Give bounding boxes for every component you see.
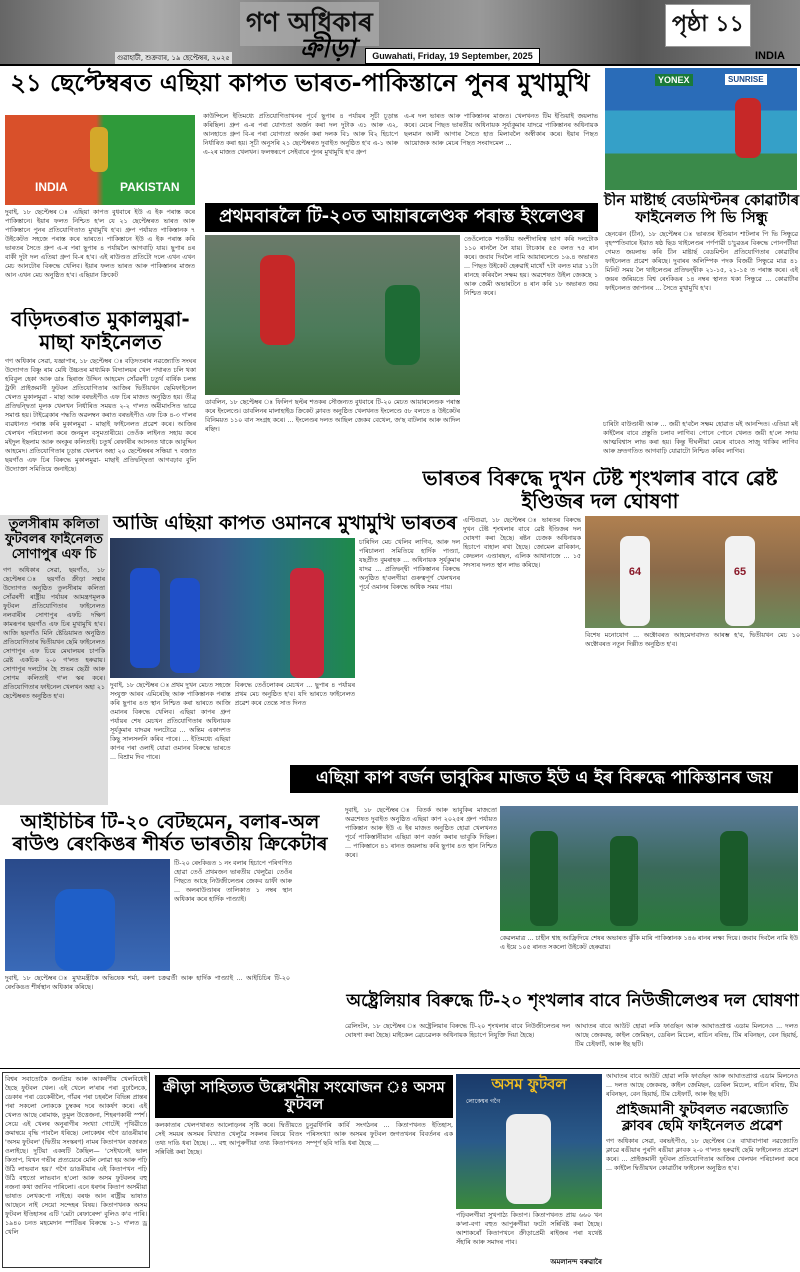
westindies-article [400,467,800,762]
westindies-body-col2: বিশেষ মনোযোগ ... অক্টোবৰত আহমেদাবাদত আৰম্ভ হ'ব, দ্বিতীয়খন মেচ ১০ অক্টোবৰত নতুন দিল্লীত অনুষ্ঠিত হ'ব। [585,632,800,648]
player-shape [735,98,761,158]
tulsiram-body: গণ অধিকাৰ সেৱা, ছয়গাঁও, ১৮ ছেপ্টেম্বৰ ঃ ছয়গাঁও ক্ৰীড়া সন্থাৰ উদ্যোগত অনুষ্ঠিত তুলসীৰাম কলিতা সোঁৱৰণী ৰাষ্ট্ৰীয় পৰ্যায়ৰ আমন্ত্ৰণমূলক ফুটবল প্ৰতিযোগিতাৰ ফাইনেলত নলবাৰীৰ সোণাপুৰ এফচি দক্ষিণ কামৰূপৰ ছয়গাঁও এফ চিৰ মুখামুখি হ'ব। আজি ছয়গাঁও মিনি ষ্টেডিয়ামত অনুষ্ঠিত প্ৰতিযোগিতাৰ দ্বিতীয়খন ছেমি ফাইনেলত সোণাপুৰ এফ চিয়ে মেঘালয়ৰ চাপকি ৱেষ্ট একচিক ২-০ গ'লত হৰুৱায়। সোণাপুৰ দলটোৰ হৈ শুভম ছেত্ৰী আৰু সোণম কলিতাই গ'ল স্কৰ কৰে। প্ৰতিযোগিতাৰ ফাইনেল খেলখন অহা ২১ ছেপ্টেম্বৰত অনুষ্ঠিত হ'ব। [3,566,105,700]
photo-text: YONEX [655,74,693,86]
prizemoney-article [604,1072,800,1270]
lead-body-col3: এ-ৰ দল ভাৰত আৰু পাকিস্তানৰ মাজত। খেলখনত টিম ইণ্ডিয়াই জয়লাভ কৰে। মেচৰ পিছত ভাৰতীয় অধিনায়ক সূৰ্য্যকুমাৰ যাদৱে পাকিস্তানৰ অধিনায়ক ছলমান আলী আগাৰ সৈতে হাত মিলাবলৈ অস্বীকাৰ কৰে। ইয়াৰ পিছত আয়োজক আৰু মেচৰ পিছত সংবাদমেল ... [404,113,598,147]
ireland-body: ডাবলিন, ১৮ ছেপ্টেম্বৰ ঃ ফিলিপ ছল্টৰ শতকৰ সৌজন্যত বুধবাৰে টি-২০ মেচত আয়াৰলেণ্ডক পৰাস্ত কৰে ইংলেণ্ডে। ডাবলিনৰ মালাহাইড ক্ৰিকেট ক্লাবত অনুষ্ঠিত খেলখনত ইংলেণ্ডে ৫৮ বলতে ৪ উইকেটৰ বিনিময়ত ১১০ বান সংগ্ৰহ কৰে। ... ইংলেণ্ডৰ দলত আছিল জেকব বেথেল, জ'ছ বাটলাৰ আৰু আদিল ৰছিদ। [205,398,460,433]
assam-football-row [155,1121,453,1269]
lead-body-col2: কাউন্সিলে ইতিমধ্যে প্ৰতিযোগিতাখনৰ পূৰ্বে ছুপাৰ ৪ পৰ্যায়ৰ সূচী চূড়ান্ত কৰিছিল। গ্ৰুপ এ-ৰ পৰা যোগ্যতা অৰ্জন কৰা দল দুটাক এ১ আৰু এ২, আনহাতে গ্ৰুপ বি-ৰ পৰা যোগ্যতা অৰ্জন কৰা দলক বি১ আৰু বি২ হিচাপে নিৰ্ধাৰিত কৰা হয়। সূচী অনুসৰি ২১ ছেপ্টেম্বৰত দুবাইত অনুষ্ঠিত হ'ব এ-১ আৰু এ-২ৰ মাজত খেলখন। ফলস্বৰূপে সেইবাৰে পুনৰ মুখামুখি হ'ব গ্ৰুপ [203,113,398,156]
pakistan-uae-body: দুবাই, ১৮ ছেপ্টেম্বৰ ঃ বিতৰ্ক আৰু ভাবুকিৰ মাজতো অৱশেষত দুবাইত অনুষ্ঠিত এছিয়া কাপ ২০২৫ৰ গ্ৰুপ পৰ্যায়ত পাকিস্তান আৰু ইউ এ ইৰ মাজত অনুষ্ঠিত হোৱা খেলখনত পূৰ্বে পাকিস্তানীয়ান এছিয়া কাপ বৰ্জন কৰাৰ ভাবুকি দিছিল। ... পাকিস্তানে ৪১ ৰানত জয়লাভ কৰি ছুপাৰ ৪ত স্থান নিশ্চিত কৰে। [345,807,497,859]
rankings-body: দুবাই, ১৮ ছেপ্টেম্বৰ ঃ মুখ্যমন্ত্ৰীকৈ অভিষেক শৰ্মা, বৰুণ চক্ৰৱৰ্তী আৰু হাৰ্দিক পাণ্ড্যাই ... আইচিচিৰ টি-২০ ৰেংকিঙত শীৰ্ষস্থান অধিকাৰ কৰিছে। [5,974,290,991]
ireland-body-col2: তেওঁলোকে শতকীয় অংশীদাৰিত্ব ভাগ কৰি দলটোক ১১০ ৰানলৈ লৈ যায়। টাচকাৰ ৫৫ বলত ৭৫ ৰান কৰে। জবাব দিবলৈ নামি আয়াৰলেণ্ডে ১৬.৪ অভাৰত ... পিছত উইকেট হেৰুৱাই মাথোঁ ৭টা বলত মাত্ৰ ১১টা ৰানহে কৰিবলৈ সক্ষম হয়। অৱশেষত উইল জেকছে ১ আৰু জেমী অভাৰটনে ৪ ৰান কৰি ১৮ অভাৰত জয় নিশ্চিত কৰে। [464,235,598,297]
assam-football-headline: ক্ৰীড়া সাহিত্যত উল্লেখনীয় সংযোজন ঃ অসম ফুটবল [155,1075,453,1118]
player-shape [720,831,748,926]
assam-football-body-col2: কলকাতাৰ খেলপথাৰত আলোড়নৰ সৃষ্টি কৰে। দ্বিতীয়তে সেই সময়ৰ অসমৰ বিখ্যাত খেলুৱৈ সকলৰ বিষয়ে বিতং তথ্য দাঙি ধৰা হৈছে। ... বহু আপুৰুগীয়া তথ্য কিতাপখনত সন্নিবিষ্ট কৰা হৈছে। [155,1121,302,1156]
prizemoney-headline: প্ৰাইজমানী ফুটবলত নৱজ্যোতি ক্লাবৰ ছেমি ফাইনেলত প্ৰৱেশ [615,1102,789,1135]
poster-author: লোকেশ্বৰ গগৈ [466,1098,501,1105]
prizemoney-body: গণ অধিকাৰ সেৱা, বৰভইপীও, ১৮ ছেপ্টেম্বৰ ঃ বাখাবাপাৰা নৱজ্যোতি ক্লাৱে ৰঙীয়াৰ পুৰণি ৰঙীয়া ক্লাবক ২-০ গ'লত হৰুৱাই ছেমি ফাইনেলত প্ৰৱেশ কৰে। ... প্ৰাইজমানী ফুটবল প্ৰতিযোগিতাৰ আজিৰ খেলখন পৰিচালনা কৰে ... কাইলৈ দ্বিতীয়খন কোৱাৰ্টাৰ ফাইনেল অনুষ্ঠিত হ'ব। [606,1138,798,1173]
player-shape [290,568,324,678]
westindies-row [463,516,800,762]
fans-photo [5,115,195,205]
photo-text: SUNRISE [725,74,767,85]
date-english: Guwahati, Friday, 19 September, 2025 [365,48,540,64]
westindies-headline: ভাৰতৰ বিৰুদ্ধে দুখন টেষ্ট শৃংখলাৰ বাবে ৱেষ্ট ইণ্ডিজৰ দল ঘোষণা [422,467,778,513]
mukalmua-article [3,308,198,510]
player-shape [530,831,558,926]
tulsiram-box [0,515,108,805]
book-caption: পঢ়িবলগীয়া সুখপাঠ্য কিতাপ। কিতাপখনত প্ৰায় ৬৬০ খন ক'লা-বগা বহুত আপুৰুগীয়া ফটো সন্নিবিষ্ট কৰা হৈছে। আশাকৰোঁ কিতাপখনে ক্ৰীড়াপ্ৰেমী ৰাইজৰ পৰা যথেষ্ট সঁহাৰি আৰু সমাদৰ পাব। [456,1212,602,1246]
oman-body: দুবাই, ১৮ ছেপ্টেম্বৰ ঃ প্ৰথম দুখন মেচত সহজে সংযুক্ত আৰব এমিৰেটছ আৰু পাকিস্তানক পৰাস্ত কৰি ছুপাৰ ৪ত স্থান নিশ্চিত কৰা ভাৰতে আজি ওমানৰ বিৰুদ্ধে খেলিব। এছিয়া কাপৰ গ্ৰুপ পৰ্যায়ৰ শেষ মেচখন প্ৰতিযোগিতাৰ অধিনায়ক সূৰ্যকুমাৰ যাদৱৰ দলটোৱে ... অন্তিম একাদশত কিছু সালসলনি কৰিব পাৰে। ... ইতিমধ্যে এছিয়া কাপৰ পৰা ওলাই যোৱা ওমানৰ বিৰুদ্ধে ভাৰতে ... বিশ্ৰাম দিব পাৰে। [110,681,231,761]
oman-left [110,538,355,763]
sindhu-headline: চীন মাষ্টাৰ্ছ বেডমিণ্টনৰ কোৱাৰ্টাৰ ফাইনেলত পি ভি সিন্ধু [603,192,800,227]
mukalmua-headline: বড়িদতৰাত মুকালমুৱা-মাছা ফাইনেলত [11,308,190,354]
newzealand-body-col2: আঘাতৰ বাবে আউট হোৱা লকি ফাৰ্গুছন আৰু আঘাতপ্ৰাপ্ত এডাম মিলনেও ... দলত আছে জেকবছ, কাইল জেমিছন, ডেৰিল মিচেল, ৰাচিন ৰবিন্দ্ৰ, টিম ৰবিনছন, বেন ছিয়াৰ্ছ, টিম চেইফাৰ্ট, আৰু ইছ ছটি। [575,1023,798,1048]
player-shape [170,578,200,673]
photo-text: PAKISTAN [120,180,180,194]
assam-football-body: বিশ্বৰ সবাতোকৈ জনপ্ৰিয় আৰু আকৰ্ষণীয় খেলবিধেই হৈছে ফুটবল খেল। এই খেলে ল'ৰাৰ পৰা বুঢ়ালৈকে, ডেকাৰ পৰা ডেকেৰীলৈ, গাঁৱৰ পৰা চহৰলৈ বিভিন্ন প্ৰান্তৰ পৰা সকলো লোককে চুম্বকৰ দৰে আকৰ্ষণ কৰে। এই খেলত আছে ৰোমাঞ্চ, তুমুল উত্তেজনা, শিহৰণকাৰী স্পৰ্শ। সেয়ে এই খেলৰ অনুৰাগীৰ সংখ্যা গোটেই পৃথিৱীতে ক্ৰমান্বয়ে বৃদ্ধি পাবলৈ ধৰিছে। লোকেশ্বৰ গগৈ ডাঙৰীয়াৰ 'অসম ফুটবল' (দ্বিতীয় সংস্কৰণ) নামৰ কিতাপখন বজাৰত ওলাইছে। দুটিয়া একষটি কৈছিল— 'সেইখনেই ভাল কিতাপ, যিখন গভীৰ প্ৰত্যয়েৰে মেলি লোৱা হয় আৰু পঢ়ি উঠি লাভবান হয়।' গগৈ ডাঙৰীয়াৰ এই কিতাপখন পঢ়ি উঠি বহুতো লাভবান হ'লো আৰু অসম ফুটবলৰ বহু নজনা কথা জানিব পাৰিলো। এনে ধৰণৰ কিতাপ অসমীয়া ভাষাত লেখকপো নাইহে। বৰঞ্চ আন ৰাষ্ট্ৰীয় ভাষাত আছেনে নাই সেয়ো সন্দেহৰ বিষয়। কিতাপখনক অসম ফুটবল ইতিহাসৰ এটি 'মেটা ৰেফাৰেন্স' বুলিও ক'ব পাৰি। ১৯৪০ চনত মহমেদান স্পৰ্টিঙৰ বিৰুদ্ধে ১-১ গ'লত ড্ৰ খেলি [2,1072,150,1268]
book-cover-poster [456,1074,602,1209]
rankings-headline: আইচিচিৰ টি-২০ বেটছমেন, বলাৰ-অল ৰাউণ্ড ৰেংকিঙৰ শীৰ্ষত ভাৰতীয় ক্ৰিকেটাৰ [12,812,328,855]
sports-section-logo: ক্ৰীড়া [300,34,356,64]
sindhu-photo [605,68,797,190]
player-shape [55,889,115,971]
india-label: INDIA [755,50,785,62]
lead-left-column [5,115,195,300]
oman-headline: আজি এছিয়া কাপত ওমানৰে মুখামুখি ভাৰতৰ [113,513,457,534]
westindies-photo [585,516,800,628]
player-shape [610,836,638,926]
ireland-headline: প্ৰথমবাৰলৈ টি-২০ত আয়াৰলেণ্ডক পৰাস্ত ইংলেণ্ডৰ [205,203,598,232]
player-shape: 65 [725,536,755,626]
pakistan-uae-body-col2: কেৱলমাত্ৰ ... চাহীন শ্বাহ আফ্ৰিদিয়ে শেষৰ অভাৰত ঝুঁকি মাৰি পাকিস্তানক ১৪৬ ৰানৰ লক্ষ্য দিয়ে। জবাব দিবলৈ নামি ইউ এ ইয়ে ১০৫ ৰানত সকলো উইকেট হেৰুৱায়। [500,935,798,951]
oman-body-col3: চাৰিদিন মেচ খেলিব লাগিব, আৰু দল পৰিচালনা সমিতিয়ে হাৰ্দিক পাণ্ড্যা, যছপ্ৰীত বুমৰাহক ... অধিনায়ক সূৰ্যকুমাৰ যাদৱ ... প্ৰতিদ্বন্দ্বী পাকিস্তানৰ বিৰুদ্ধে অনুষ্ঠিত হ'বলগীয়া গুৰুত্বপূৰ্ণ খেলখনৰ পূৰ্বে ওমানৰ বিৰুদ্ধে অধিক সময় পায়। [359,538,460,591]
keeper-shape [385,285,420,365]
trophy-shape [90,127,108,172]
photo-text: INDIA [35,180,68,194]
newspaper-logo: গণ অধিকাৰ [240,2,379,46]
divider [0,1068,800,1069]
newzealand-body: ৱেলিংটন, ১৮ ছেপ্টেম্বৰ ঃ অষ্ট্ৰেলিয়াৰ বিৰুদ্ধে টি-২০ শৃংখলাৰ বাবে নিউজীলেণ্ডৰ দল ঘোষণা কৰা হৈছে। মাইকেল ব্ৰেচৱেলক অধিনায়ক হিচাপে নিযুক্তি দিয়া হৈছে। [345,1023,570,1039]
westindies-body: এণ্টিগুৱা, ১৮ ছেপ্টেম্বৰ ঃ ভাৰতৰ বিৰুদ্ধে দুখন টেষ্ট শৃংখলাৰ বাবে ৱেষ্ট ইণ্ডিজৰ দল ঘোষণা কৰা হৈছে। ৰষ্টন চেজক অধিনায়ক হিচাপে বাহাল ৰখা হৈছে। জোমেল ৱাৰিকান, কেভলন এণ্ডাৰছন, এলিক আথানাজে ... ১৫ সদস্যৰ দলত স্থান লাভ কৰিছে। [463,517,581,569]
page-number: পৃষ্ঠা ১১ [665,4,751,47]
lead-headline: ২১ ছেপ্টেম্বৰত এছিয়া কাপত ভাৰত-পাকিস্তানে পুনৰ মুখামুখি [10,69,590,97]
newzealand-headline: অষ্ট্ৰেলিয়াৰ বিৰুদ্ধে টি-২০ শৃংখলাৰ বাবে নিউজীলেণ্ডৰ দল ঘোষণা [346,991,799,1011]
newzealand-body-cont: আঘাতৰ বাবে আউট হোৱা লকি ফাৰ্গুছন আৰু আঘাতপ্ৰাপ্ত এডাম মিলনেও ... দলত আছে জেকবছ, কাইল জেমিছন, ডেৰিল মিচেল, ৰাচিন ৰবিন্দ্ৰ, টিম ৰবিনছন, বেন ছিয়াৰ্ছ, টিম চেইফাৰ্ট, আৰু ইছ ছটি। [606,1073,798,1098]
tulsiram-headline: তুলসীৰাম কলিতা ফুটবলৰ ফাইনেলত সোণাপুৰ এফ চি [5,517,103,562]
assam-football-article [155,1075,453,1268]
player-shape: 64 [620,536,650,626]
pakistan-team-photo [500,806,798,931]
masthead [0,0,800,66]
sindhu-body: ছেনঝেন (চীন), ১৮ ছেপ্টেম্বৰ ঃ ভাৰতৰ ইণ্ডিয়ান শাটলাৰ পি ভি সিন্ধুৱে বৃহস্পতিবাৰে ইয়াত ষষ্ঠ ছিড থাইলেণ্ডৰ পৰ্ণপাৱী চ'চুৱঙৰ বিৰুদ্ধে পোনপটীয়া গেমত জয়লাভ কৰি চীন মাষ্টাৰ্ছ বেডমিণ্টন প্ৰতিযোগিতাৰ কোৱাৰ্টাৰ ফাইনেলত প্ৰৱেশ কৰিছে। দুবাৰৰ অলিম্পিক পদক বিজয়ী সিন্ধুৱে মাত্ৰ ৪১ মিনিট সময় লৈ থাইলেণ্ডৰ প্ৰতিদ্বন্দ্বীক ২১-১৫, ২১-১৫ ত পৰাস্ত কৰে। এই জয়ৰ জৰিয়তে বিশ্ব ৰেংকিঙৰ ১৪ নম্বৰ স্থানত থকা সিন্ধুৱে ... কোৱাৰ্টাৰ ফাইনেলত জাপানৰ ... সৈতে মুখামুখি হ'ব। [605,230,798,292]
rankings-row [0,859,340,971]
assam-football-body-col3: চুনুৱৰ্ধিগৰি কাৰ্বি সংগঠনৰ ... কিতাপখনত ইতিহাস, পৰিসংখ্যা আৰু অসমৰ ফুটবল জগতখনৰ বিবৰ্তনৰ এক সম্পূৰ্ণ ছবি দাঙি ধৰা হৈছে ... [306,1121,453,1147]
player-shape [130,568,160,668]
lead-body: দুবাই, ১৮ ছেপ্টেম্বৰ ঃ এছিয়া কাপত বুধবাৰে ইউ এ ইক পৰাস্ত কৰে পাকিস্তানে। ইয়াৰ ফলত নিশ্চিত হ'ল যে ২১ ছেপ্টেম্বৰত ভাৰত আৰু পাকিস্তানে পুনৰ প্ৰতিযোগিতাত মুখামুখি হ'ব। গ্ৰুপ পৰ্যায়ত পাকিস্তানক ৭ উইকেটত সহজে পৰাস্ত কৰে ভাৰতে। পাকিস্তানে ইউ এ ইক পৰাস্ত কৰি ভাৰতৰ সৈতে গ্ৰুপ এ-ৰ পৰা ছুপাৰ ৪ পৰ্যায়লৈ আগবাঢ়ি যায়। ছুপাৰ ৪ৰ বাকী দুটা দল এতিয়া গ্ৰুপ বি-ৰ হ'ব। এই ৰাউণ্ডত প্ৰতিটো দলে এখন এখন মেচ আনটোৰ বিৰুদ্ধে খেলিব। ইয়াৰ ফলত ভাৰত আৰু পাকিস্তানৰ মাজত আন এখন মেচ অনুষ্ঠিত হ'ব। এছিয়ান ক্ৰিকেট [5,209,195,279]
sindhu-article [603,192,800,416]
oman-body-col2: বিৰুদ্ধে তেওঁলোকৰ মেচখন ... ছুপাৰ ৪ পৰ্যায়ৰ প্ৰথম মেচ অনুষ্ঠিত হ'ব। যদি ভাৰতে ফাইনেলত প্ৰৱেশ কৰে তেন্তে সাত দিনত [234,681,355,707]
cricketer-photo [5,859,170,971]
batsman-shape [260,255,295,345]
oman-match-photo [110,538,355,678]
rankings-body-col2: টি-২০ ৰেংকিঙত ১ নং বলাৰ হিচাপে পৰিগণিত হোৱা তেওঁ প্ৰথমজন ভাৰতীয় খেলুৱৈ। তেওঁৰ পিছতে আছে নিউজীলেণ্ডৰ জেকব ডাফী আৰু ... অলৰাউণ্ডাৰৰ তালিকাত ১ নম্বৰ স্থান অধিকাৰ কৰে হাৰ্দিক পাণ্ড্যাই। [174,859,292,903]
byline: অমলানন্দ বৰুৱাৰৈ [550,1258,602,1266]
mukalmua-body: গণ অধিকাৰ সেৱা, যজ্ঞাপাৰ, ১৮ ছেপ্টেম্বৰ ঃ বড়িদতৰাৰ নৱজ্যোতি সংঘৰ উদ্যোগত বিষ্ণু ৰাম মেধি উচ্চতৰ মাধ্যমিক বিদ্যালয়ৰ খেল পথাৰত চলি থকা হবিবুল হেকা আৰু ডাঃ ছিৰাজ উদ্দিন আহমেদ সোঁৱৰণী চতুৰ্থ বাৰ্ষিক চলন্ত ট্ৰফী প্ৰাইজমানী ফুটবল প্ৰতিযোগিতাৰ আজিৰ দ্বিতীয়খন ছেমিফাইনেল খেলত মুকালমুৱা - মাছা আৰু বৰভইপীও এফ চিৰ মাজত অনুষ্ঠিত হয়। তীব্ৰ প্ৰতিদ্বন্দ্বিতা মূলক খেলখন নিৰ্ধাৰিত সময়ত ২-২ গ'লত অমীমাংসিত ভাৱে সমাপ্ত হয়। টাইব্ৰেকাৰ পদ্ধতি অৱলম্বন কৰাত বৰভইপীও এফ চিক ৪-৩ গ'লৰ ব্যৱধানত পৰাস্ত কৰি মুকালমুৱা - মাছাই ফাইনেলত প্ৰৱেশ কৰে। আজিৰ খেলখন পৰিচালনা কৰে জনমুল বসুমতাৰীয়ে। তেওঁক লাইনত সহায় কৰে মইদুল ইছলাম আৰু অংকুৰ কলিতাই। চতুৰ্থ ৰেফাৰীৰ আসনত থাকে আবুদ্দিন আহমেদ। প্ৰতিযোগিতাৰ চূড়ান্ত খেলখন অহা ২০ ছেপ্টেম্বৰৰ সন্ধিয়া ৭ বজাত ছয়গাঁও এফ চিৰ বিৰুদ্ধে মুকালমুৱা- মাছাই প্ৰতিদ্বন্দ্বিতা আগবঢ়াব বুলি উদ্যোক্তা সমিতিয়ে জনাইছে। [5,358,196,473]
ireland-match-photo [205,235,460,395]
ireland-article [205,203,598,508]
pakistan-uae-headline: এছিয়া কাপ বৰ্জন ভাবুকিৰ মাজত ইউ এ ইৰ বিৰুদ্ধে পাকিস্তানৰ জয় [290,765,798,793]
rankings-article [0,812,340,1066]
date-assamese: গুৱাহাটী, শুক্ৰবাৰ, ১৯ ছেপ্টেম্বৰ, ২০২৫ [117,54,230,62]
poster-title: অসম ফুটবল [491,1075,567,1093]
westindies-right [585,516,800,762]
ireland-body-col3: চাৰিটা বাউণ্ডাৰী আৰু ... জয়ী হ'বলৈ সক্ষম হোৱাত মই আনন্দিত। এতিয়া মই কাইলৈৰ বাবে প্ৰস্তুতি চলাব লাগিব। পোনে পোনে খেলত জয়ী হ'লে সদায় আত্মবিশ্বাস লাভ কৰা হয়। কিন্তু দীঘলীয়া মেচৰ বাবেও সাজু থাকিব লাগিব আৰু দ্ৰুতগতিত আগবাঢ়ি যোৱাটো নিশ্চিত কৰিব লাগিব। [603,421,798,455]
oman-below-photo [110,681,355,763]
player-shape [506,1114,551,1204]
